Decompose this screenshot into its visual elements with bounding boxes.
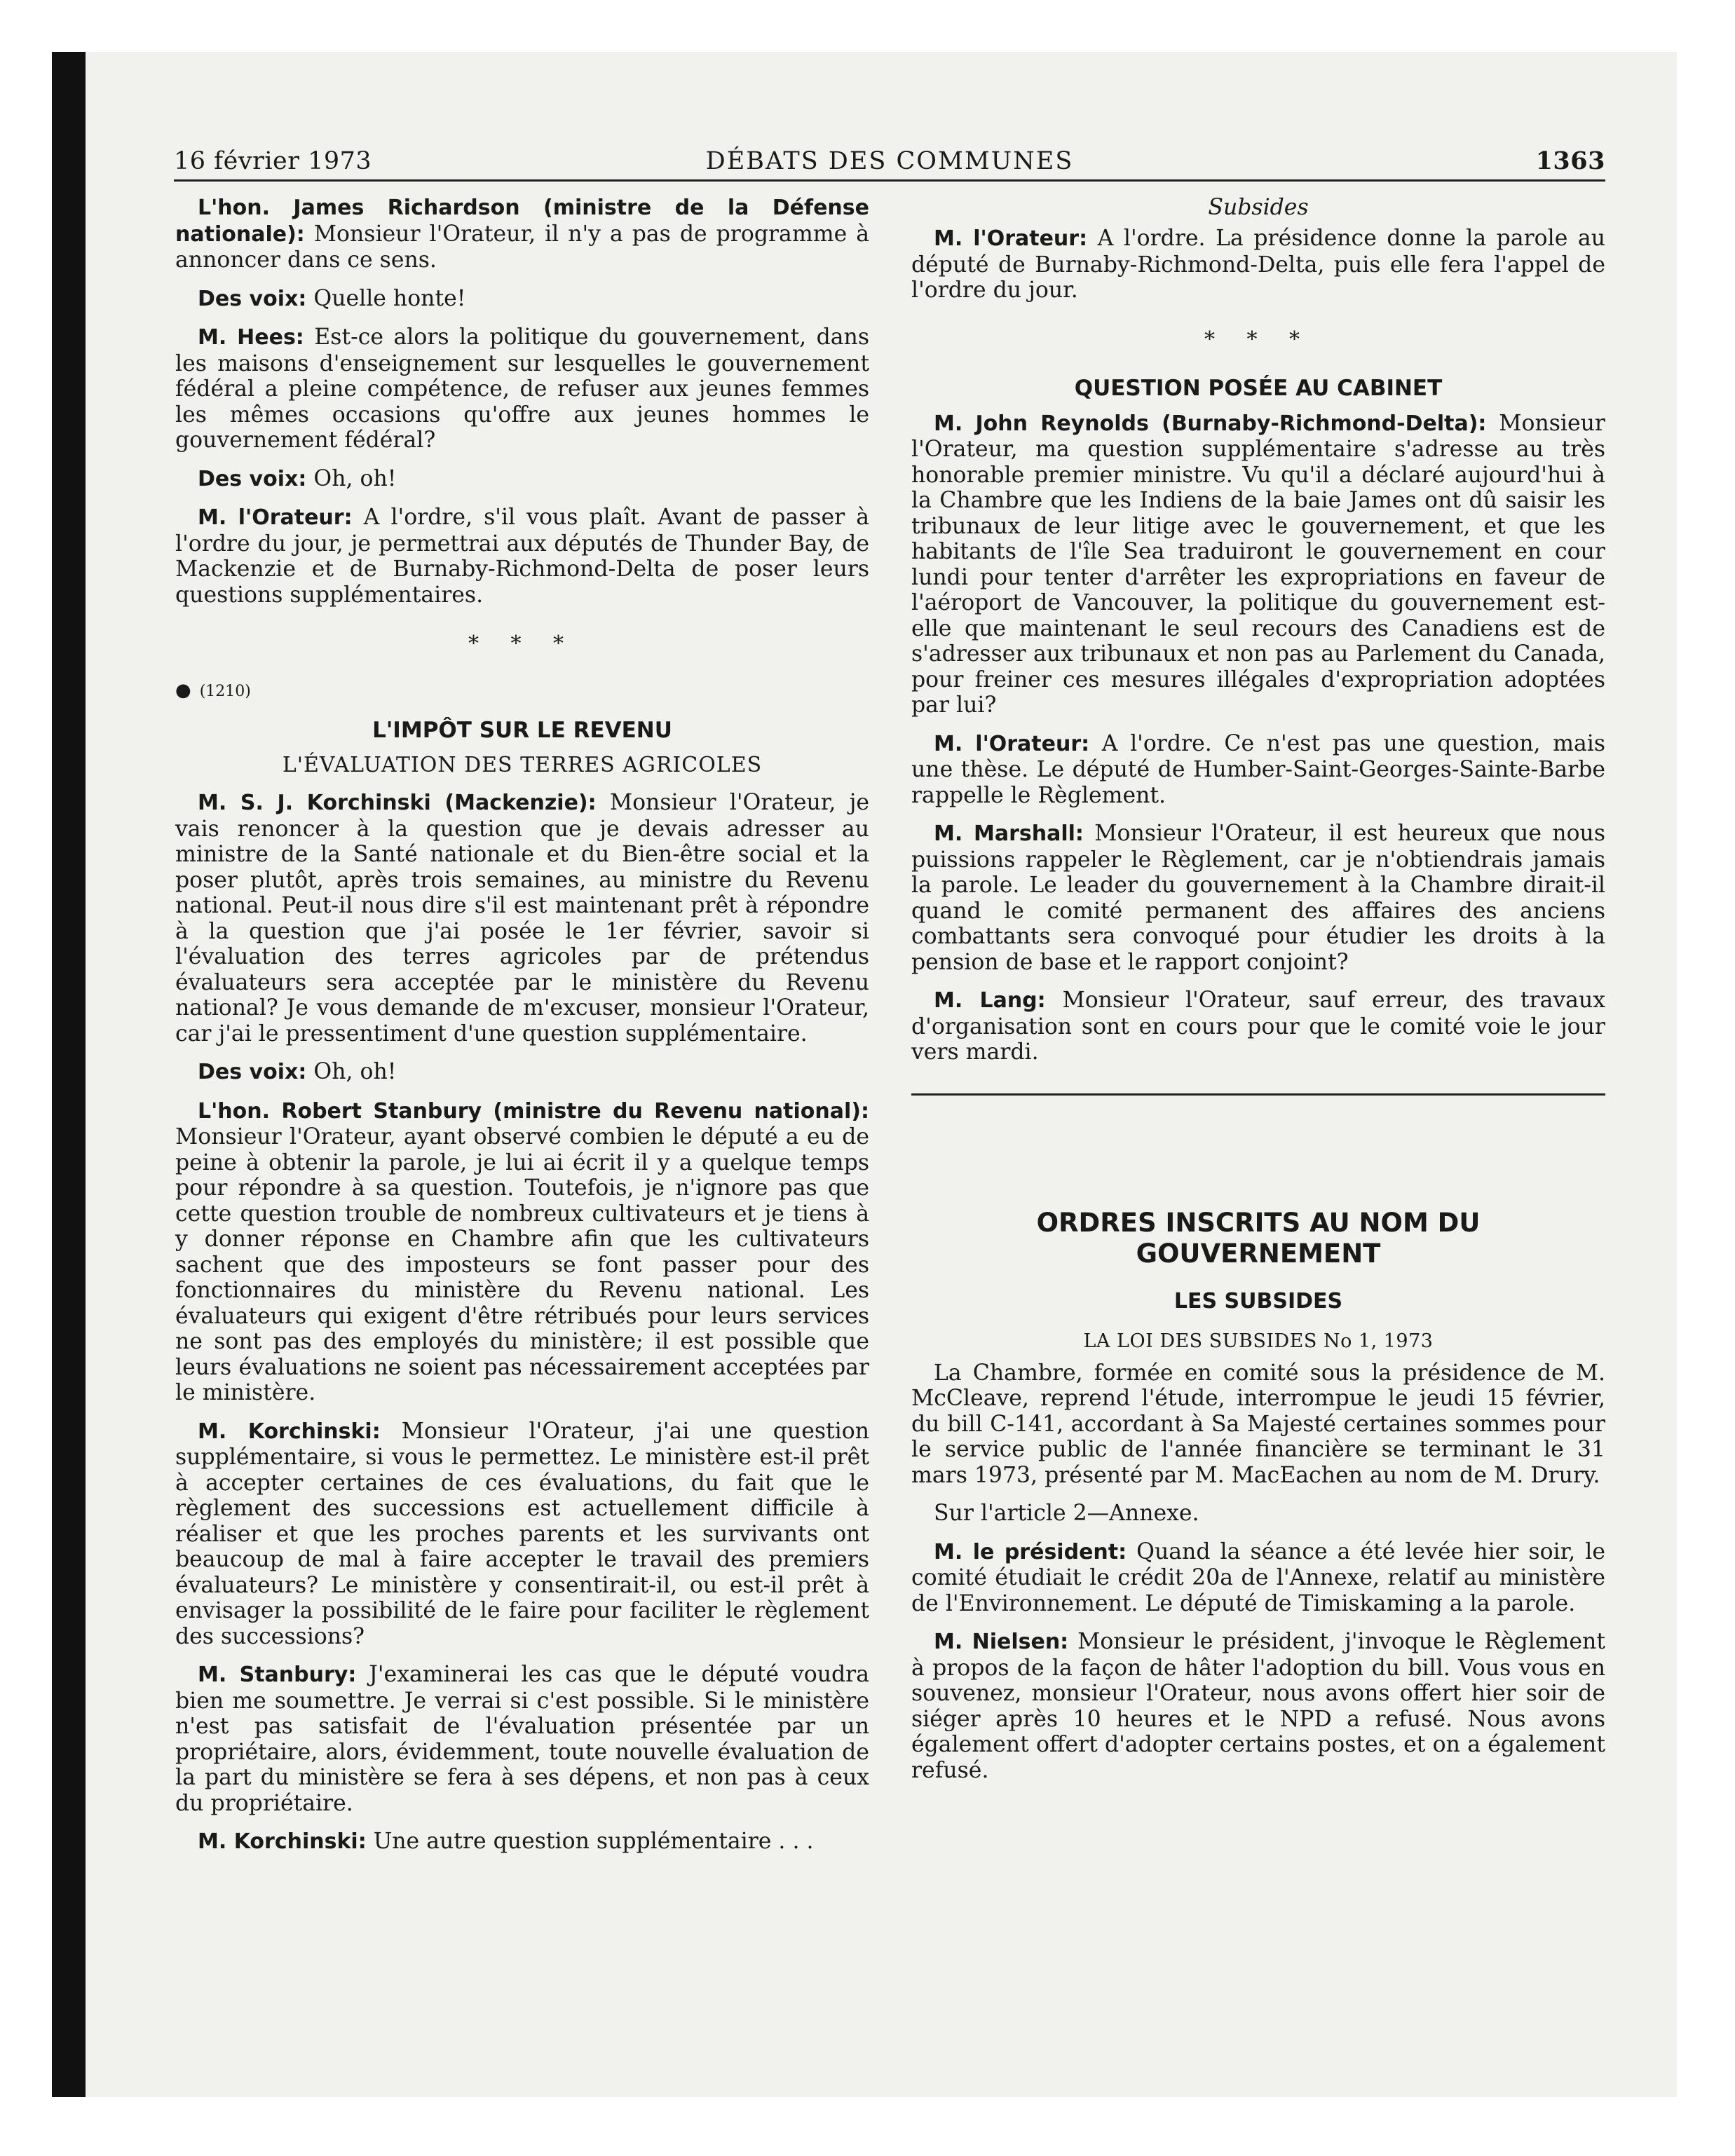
bill-title: LA LOI DES SUBSIDES No 1, 1973	[1083, 1330, 1434, 1352]
speaker: M. Hees:	[198, 325, 304, 350]
header-date: 16 février 1973	[174, 147, 372, 175]
speech: Quelle honte!	[306, 285, 466, 311]
speaker: M. Nielsen:	[934, 1630, 1069, 1654]
speech: Est-ce alors la politique du gouvernement, dans les maisons d'enseignement sur lesquelles le gouvernement fédéral a pleine compétence, de refuser aux jeunes femmes les mêmes occasions qu'offre aux jeunes hommes le gouvernement fédéral?	[175, 325, 869, 453]
speaker: M. John Reynolds (Burnaby-Richmond-Delta):	[934, 411, 1487, 436]
section-subheading: L'ÉVALUATION DES TERRES AGRICOLES	[282, 753, 763, 777]
paragraph	[911, 1501, 1605, 1527]
paragraph	[911, 226, 1605, 303]
paragraph	[175, 1829, 869, 1855]
speaker: M. S. J. Korchinski (Mackenzie):	[198, 791, 597, 815]
speech: Monsieur l'Orateur, ayant observé combien le député a eu de peine à obtenir la parole, je lui ai écrit il y a quelque temps pour répondre à sa question. Toutefois, je n'ignore pas que cette question trouble de nombreux cultivateurs et je tiens à y donner réponse en Chambre afin que les cultivateurs sachent que des imposteurs se font passer pour des fonctionnaires du ministère du Revenu national. Les évaluateurs qui exigent d'être rétribués pour leurs services ne sont pas des employés du ministère; il est possible que leurs évaluations ne soient pas nécessairement acceptées par le ministère.	[175, 1124, 869, 1405]
paragraph	[911, 411, 1605, 718]
section-separator: * * *	[1204, 327, 1313, 352]
timestamp	[175, 680, 869, 701]
speaker: Des voix:	[198, 466, 307, 491]
bullet-icon: ●	[175, 680, 191, 701]
speech: Monsieur l'Orateur, sauf erreur, des travaux d'organisation sont en cours pour que le comité voie le jour vers mardi.	[911, 988, 1606, 1065]
timestamp-text: (1210)	[199, 683, 251, 700]
scan-binding-edge	[52, 52, 86, 2097]
paragraph	[175, 505, 869, 608]
speaker: M. Korchinski:	[198, 1829, 367, 1854]
speaker: M. Stanbury:	[198, 1663, 357, 1687]
paragraph	[175, 1059, 869, 1086]
paragraph	[175, 325, 869, 453]
speech: Oh, oh!	[306, 465, 397, 491]
orders-subheading: LES SUBSIDES	[1173, 1288, 1343, 1314]
paragraph	[911, 1629, 1605, 1783]
speech: Quand la séance a été levée hier soir, le comité étudiait le crédit 20a de l'Annexe, relatif au ministère de l'Environnement. Le député de Timiskaming a la parole.	[911, 1538, 1605, 1616]
speaker: M. Marshall:	[934, 821, 1084, 846]
speaker: M. Korchinski:	[198, 1419, 381, 1444]
scan-margin	[0, 0, 52, 2156]
page-header	[174, 137, 1605, 182]
paragraph	[175, 466, 869, 493]
speaker: L'hon. James Richardson (ministre de la Défense nationale):	[175, 196, 869, 247]
speech: Monsieur l'Orateur, il n'y a pas de programme à annoncer dans ce sens.	[175, 221, 869, 273]
speech: Monsieur l'Orateur, j'ai une question supplémentaire, si vous le permettez. Le ministère est-il prêt à accepter certaines de ces évaluations, du fait que le règlement des successions est actuellement difficile à réaliser et que les proches parents et les survivants ont beaucoup de mal à faire accepter le travail des premiers évaluateurs? Le ministère y consentirait-il, ou est-il prêt à envisager la possibilité de le faire pour faciliter le règlement des successions?	[175, 1418, 869, 1649]
section-heading: QUESTION POSÉE AU CABINET	[1074, 375, 1443, 401]
paragraph	[175, 1098, 869, 1406]
speech: A l'ordre. La présidence donne la parole au député de Burnaby-Richmond-Delta, puis elle fera l'appel de l'ordre du jour.	[911, 226, 1605, 303]
speech: La Chambre, formée en comité sous la présidence de M. McCleave, reprend l'étude, interrompue le jeudi 15 février, du bill C-141, accordant à Sa Majesté certaines sommes pour le service public de l'année financière se terminant le 31 mars 1973, présenté par M. MacEachen au nom de M. Drury.	[911, 1360, 1605, 1488]
speech: Une autre question supplémentaire . . .	[366, 1829, 814, 1854]
speech: Monsieur l'Orateur, il est heureux que nous puissions rappeler le Règlement, car je n'obtiendrais jamais la parole. Le leader du gouvernement à la Chambre dirait-il quand le comité permanent des affaires des anciens combattants sera convoqué pour étudier les droits à la pension de base et le rapport conjoint?	[911, 821, 1606, 975]
speech: J'examinerai les cas que le député voudra bien me soumettre. Je verrai si c'est possible. Si le ministère n'est pas satisfait de l'évaluation présentée par un propriétaire, alors, évidemment, toute nouvelle évaluation de la part du ministère se fera à ses dépens, et non pas à ceux du propriétaire.	[175, 1662, 869, 1816]
speaker: M. l'Orateur:	[198, 505, 353, 530]
header-page-number: 1363	[1535, 146, 1605, 175]
paragraph	[175, 286, 869, 313]
paragraph	[175, 1419, 869, 1650]
right-column	[911, 195, 1605, 1796]
speech: Oh, oh!	[306, 1059, 397, 1084]
speech: Monsieur le président, j'invoque le Règlement à propos de la façon de hâter l'adoption du bill. Vous vous en souvenez, monsieur l'Orateur, nous avons offert hier soir de siéger après 10 heures et le NPD a refusé. Nous avons également offert d'adopter certains postes, et on a également refusé.	[911, 1629, 1605, 1783]
paragraph	[911, 821, 1605, 975]
speaker: M. Lang:	[934, 988, 1046, 1013]
speech: Monsieur l'Orateur, je vais renoncer à la question que je devais adresser au ministre de la Santé nationale et du Bien-être social et la poser plutôt, après trois semaines, au ministre du Revenu national. Peut-il nous dire s'il est maintenant prêt à répondre à la question que j'ai posée le 1er février, savoir si l'évaluation des terres agricoles par de prétendus évaluateurs sera acceptée par le ministère du Revenu national? Je vous demande de m'excuser, monsieur l'Orateur, car j'ai le pressentiment d'une question supplémentaire.	[175, 790, 869, 1046]
paragraph	[175, 1662, 869, 1816]
section-heading: L'IMPÔT SUR LE REVENU	[372, 718, 672, 743]
header-title: DÉBATS DES COMMUNES	[705, 147, 1074, 175]
left-column	[175, 195, 869, 1868]
speech: Sur l'article 2—Annexe.	[934, 1501, 1199, 1526]
speaker: L'hon. Robert Stanbury (ministre du Revenu national):	[198, 1098, 869, 1124]
speaker: Des voix:	[198, 1060, 307, 1084]
paragraph	[175, 195, 869, 273]
paragraph	[911, 731, 1605, 809]
speech: A l'ordre, s'il vous plaît. Avant de passer à l'ordre du jour, je permettrai aux députés de Thunder Bay, de Mackenzie et de Burnaby-Richmond-Delta de poser leurs questions supplémentaires.	[175, 505, 869, 608]
paragraph	[911, 988, 1605, 1065]
spacer	[911, 1096, 1605, 1208]
speaker: Des voix:	[198, 286, 307, 311]
speaker: M. l'Orateur:	[934, 731, 1090, 756]
speaker: M. l'Orateur:	[934, 226, 1088, 251]
paragraph	[175, 790, 869, 1046]
speech: Monsieur l'Orateur, ma question supplémentaire s'adresse au très honorable premier ministre. Vu qu'il a déclaré aujourd'hui à la Chambre que les Indiens de la baie James ont dû saisir les tribunaux de leur litige avec le gouvernement, et que les habitants de l'île Sea traduiront le gouvernement en cour lundi pour tenter d'arrêter les expropriations en faveur de l'aéroport de Vancouver, la politique du gouvernement est-elle que maintenant le seul recours des Canadiens est de s'adresser aux tribunaux et non pas au Parlement du Canada, pour freiner ces mesures illégales d'expropriation adoptées par lui?	[911, 410, 1605, 718]
section-separator: * * *	[468, 632, 577, 656]
paragraph	[911, 1539, 1605, 1617]
speaker: M. le président:	[934, 1539, 1127, 1564]
running-head: Subsides	[1208, 195, 1309, 220]
orders-heading: ORDRES INSCRITS AU NOM DU GOUVERNEMENT	[1036, 1207, 1481, 1269]
paragraph	[911, 1360, 1605, 1489]
speech: A l'ordre. Ce n'est pas une question, mais une thèse. Le député de Humber-Saint-Georges-Sainte-Barbe rappelle le Règlement.	[911, 730, 1605, 808]
